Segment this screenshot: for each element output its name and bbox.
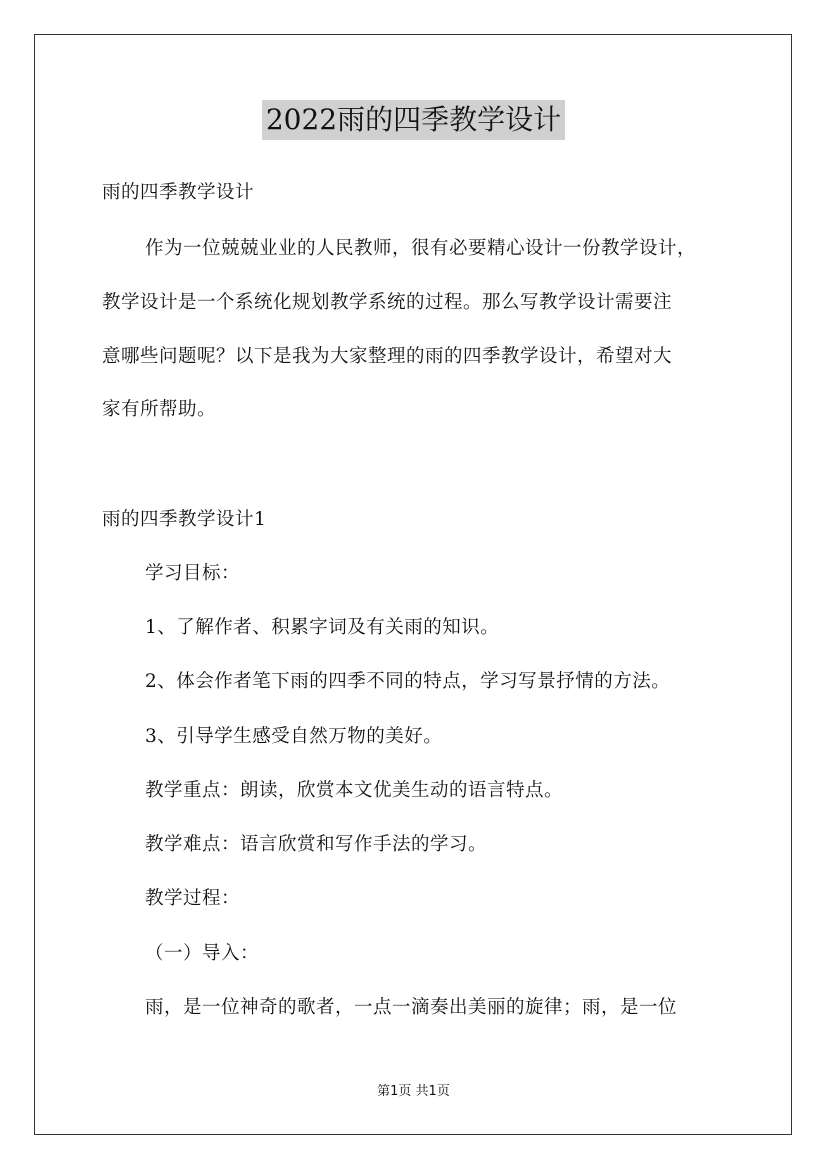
paragraph-line: 家有所帮助。 — [102, 399, 217, 420]
paragraph-line: 学习目标： — [145, 563, 241, 584]
paragraph-line: 作为一位兢兢业业的人民教师，很有必要精心设计一份教学设计， — [145, 238, 697, 259]
paragraph-line: 教学难点：语言欣赏和写作手法的学习。 — [145, 834, 488, 855]
paragraph-line: 意哪些问题呢？以下是我为大家整理的雨的四季教学设计，希望对大 — [102, 346, 673, 367]
paragraph-line: 教学重点：朗读，欣赏本文优美生动的语言特点。 — [145, 780, 564, 801]
paragraph-line: 教学设计是一个系统化规划教学系统的过程。那么写教学设计需要注 — [102, 292, 673, 313]
paragraph-line: 3、引导学生感受自然万物的美好。 — [145, 726, 443, 747]
section-heading: 雨的四季教学设计1 — [102, 509, 267, 530]
doc-heading: 雨的四季教学设计 — [102, 182, 255, 203]
paragraph-line: 雨，是一位神奇的歌者，一点一滴奏出美丽的旋律；雨，是一位 — [145, 997, 678, 1018]
page-footer: 第1页 共1页 — [377, 1084, 450, 1099]
title-container — [0, 100, 827, 140]
document-title: 2022雨的四季教学设计 — [262, 100, 565, 140]
paragraph-line: （一）导入： — [145, 943, 260, 964]
paragraph-line: 1、了解作者、积累字词及有关雨的知识。 — [145, 617, 500, 638]
paragraph-line: 2、体会作者笔下雨的四季不同的特点，学习写景抒情的方法。 — [145, 671, 671, 692]
paragraph-line: 教学过程： — [145, 888, 241, 909]
